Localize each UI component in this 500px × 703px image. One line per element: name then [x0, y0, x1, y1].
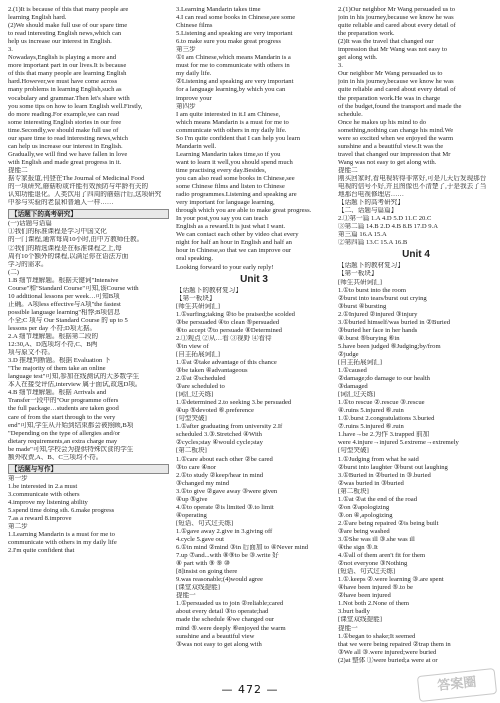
text-line: care of from the start through to the very — [8, 413, 116, 421]
text-line: [课堂双线提能] — [176, 584, 220, 592]
text-line: ②judge — [338, 350, 359, 358]
text-line: 【第一板块】 — [176, 294, 216, 302]
text-line: "Depending on the type of allergies and/or — [8, 429, 121, 437]
text-line: can help us increase our interest in English. — [8, 142, 123, 150]
text-line: 4.B 细节理解题。根据 Arrivals and — [8, 389, 107, 397]
text-line: 【话题下的教材复习】 — [176, 286, 242, 294]
text-line: the preparation work.He was in charge — [338, 94, 441, 102]
text-line: [第二板块] — [338, 487, 369, 495]
text-line: 6.to make sure you make great progress — [176, 38, 281, 46]
text-line: 4.I can read some books in Chinese,see some — [176, 14, 296, 22]
text-line: 【话题下的高考研究】 — [338, 199, 404, 207]
text-line: ③We all ③.were injured;were buried — [338, 648, 437, 656]
text-line: 2.(1)Our neighbor Mr Wang persuaded us to — [338, 6, 456, 13]
text-line: I am quite interested in it.I am Chinese, — [176, 110, 281, 118]
text-line: ④.burst ⑤burying ⑥in — [338, 334, 400, 342]
text-line: 6.①in mind ②mind ③in 后面加 to ④Never mind — [176, 544, 309, 552]
text-line: made the schedule ④we changed our — [176, 616, 275, 624]
text-line: 3.D 推理判断题。根据 Evaluation 下 — [8, 357, 111, 365]
text-line: [师生共研词汇] — [176, 302, 220, 310]
text-line: scheduled 3.③.Stretched ④With — [176, 431, 262, 439]
text-line: 本人在接受评估,interview 属于面试,故选D项。 — [8, 381, 142, 389]
text-line: Wang was not easy to get along with. — [338, 158, 437, 166]
text-line: [句型突破] — [176, 415, 207, 423]
text-line: schedule. — [338, 110, 363, 118]
column-left — [8, 6, 169, 555]
text-line: mind ⑤.were deeply ⑥enjoyed the warm — [176, 624, 286, 632]
text-line: 1.have→be 2.为作 3.trapped 前加 — [338, 431, 430, 439]
text-line: 1.①to burst into the room — [338, 286, 406, 294]
text-line: of this that many people are learning English — [8, 70, 127, 78]
text-line: Course"和"Standard Course"可知,该Course with — [8, 284, 139, 292]
text-line: ②burst into laughter ③burst out laughing — [338, 463, 448, 471]
text-line: you some tips on how to learn English well.Firstly, — [8, 102, 143, 110]
text-line: 1.①at ②take advantage of this chance — [176, 358, 277, 366]
text-line: Chinese films — [176, 22, 213, 30]
text-line: ④up ⑤give — [176, 495, 208, 503]
text-line: 3.①buried himself/was buried in ②Buried — [338, 318, 450, 326]
text-line: ④have been injured ⑤.to be — [338, 584, 413, 592]
unit-heading: Unit 4 — [402, 249, 430, 261]
text-line: 地那台电视修理店…… — [338, 191, 404, 199]
text-line: 提能一 — [338, 624, 358, 632]
section-heading: 【话题与写作】 — [8, 464, 169, 474]
text-line: through which you are able to make great progress. — [176, 207, 312, 215]
text-line: do more reading.For example,we can read — [8, 110, 120, 118]
text-line: 1.Learning Mandarin is a must for me to — [8, 531, 115, 539]
text-line: 12:30,A、D选项均不符,C、B两 — [8, 341, 98, 349]
text-line: 不全;C 项与 Our Standard Course 的 up to 5 — [8, 316, 128, 324]
text-line: Nowadays,English is playing a more and — [8, 54, 117, 62]
text-line: [自主拓展词汇] — [338, 358, 382, 366]
text-line: about every detail ③to operate;had — [176, 608, 269, 616]
watermark-logo: 答案圈 — [417, 668, 497, 702]
text-line: 3. — [338, 62, 343, 70]
text-line: 3.burt badly — [338, 608, 370, 616]
text-line: ③changed my mind — [176, 479, 230, 487]
text-line: ②was buried in ③buried — [338, 479, 404, 487]
text-line: 【第一板块】 — [338, 270, 378, 278]
text-line: ②cycles;stay ④would cycle;stay — [176, 439, 263, 447]
text-line: sunshine and a beautiful view.It was the — [338, 142, 444, 150]
text-line: 2.①第一篇 1.A 4.D 5.D 11.C 20.C — [338, 215, 432, 223]
text-line: 1.①care about each other ②be cared — [176, 455, 273, 463]
text-line: [句型突破] — [338, 447, 369, 455]
text-line: 1.①persuaded us to join ②reliable;cared — [176, 600, 284, 608]
text-line: 1.Not both 2.None of them — [338, 600, 410, 608]
text-line: very important for language learning, — [176, 199, 275, 207]
text-line: [师生共研词汇] — [338, 278, 382, 286]
text-line: 提能二 — [8, 166, 28, 174]
text-line: 额外收费,A、B、C三项均不符。 — [8, 453, 103, 461]
text-line: our spare time to read interesting news,which — [8, 134, 128, 142]
text-line: with English and made great progress in it. — [8, 158, 122, 166]
text-line: 5.Listening and speaking are very important — [176, 30, 293, 38]
text-line: 电视的信号不好,并且图像也不清楚了,于是我去了当 — [338, 183, 487, 191]
text-line: ②damage;do damage to our health — [338, 375, 430, 383]
text-line: 1.①Judging from what he said — [338, 455, 419, 463]
text-line: travel that changed our impression that Mr — [338, 150, 451, 158]
text-line: 3.①to give ②gave away ③were given — [176, 487, 278, 495]
text-line: 4.cycle 5.gave out — [176, 536, 224, 543]
text-line: 提能一 — [176, 592, 196, 600]
text-line: to read interesting English news,which can — [8, 30, 122, 38]
text-line: something,nothing can change his mind.We — [338, 126, 454, 134]
text-line: 第三步 — [176, 46, 196, 54]
text-line: 2.I'm quite confident that — [8, 547, 75, 555]
text-line: hour in Chinese,so that we can improve our — [176, 247, 291, 255]
text-line: get along with. — [338, 54, 378, 62]
text-line: 4.①to operate ②is limited ③.to limit — [176, 503, 274, 511]
text-line: 1.①gave away 2.give in 3.giving off — [176, 527, 273, 535]
text-line: ④the sign ⑤.It — [338, 544, 378, 552]
text-line: 正确。A项less effective与A项"the fastest — [8, 300, 121, 308]
text-line: ③burst ④bursting — [338, 302, 387, 310]
text-line: 2.①are being repaired ②is being built — [338, 519, 439, 527]
text-line: hard.However,we must have come across — [8, 78, 118, 86]
text-line: want to learn it well,you should spend much — [176, 158, 293, 166]
text-line: my daily life. — [176, 70, 212, 78]
text-line: learning English hard. — [8, 14, 67, 22]
text-line: (2)We should make full use of our spare time — [8, 22, 128, 30]
text-line: ②not everyone ③Nothing — [338, 560, 408, 568]
text-line: 7.up ⑦and...with ⑧⑨to be ③.write 好 — [176, 552, 279, 560]
text-line: were 4.injure→injured 5.extreme→extremely — [338, 439, 459, 447]
text-line: join in his journey,because we know he was — [338, 14, 454, 22]
text-line: We can contact each other by video chat every — [176, 231, 299, 239]
text-line: 3.①She was ill ③.she was ill — [338, 536, 415, 543]
text-line: you can also read some books in Chinese,see — [176, 174, 295, 182]
text-line: Looking forward to your early reply! — [176, 263, 274, 271]
text-line: dietary requirements,an extra charge may — [8, 437, 118, 445]
text-line: ②have been injured — [338, 592, 391, 600]
text-line: communicate with others in my daily life. — [176, 126, 287, 134]
text-line: In your post,you say you can teach — [176, 215, 268, 223]
text-line: 中参与实验的老鼠和普通人一样…… — [8, 199, 114, 207]
text-line: must for me to communicate with others in — [176, 62, 290, 70]
text-line: 5.spend time doing sth. 6.make progress — [8, 507, 115, 515]
text-line: communicate with others in my daily life — [8, 539, 117, 547]
text-line: oral speaking. — [176, 255, 213, 263]
text-line: the preparation work. — [338, 30, 395, 38]
text-line: Once he makes up his mind to do — [338, 118, 427, 126]
text-line: that we were being repaired ②trap them in — [338, 640, 451, 648]
text-line: 3.Learning Mandarin takes time — [176, 6, 261, 13]
text-line: (2)at 整体 ①were buried;a were at or — [338, 656, 438, 664]
text-line: ③to care ④nor — [176, 463, 217, 471]
text-line: 1.①surfing;taking ②to be praised;be scolded — [176, 310, 295, 318]
text-line: ③be taken ④advantageous — [176, 367, 248, 375]
text-line: some interesting English stories in our free — [8, 118, 122, 126]
text-line: [词汇过关练] — [176, 391, 214, 399]
text-line: join in his journey,because we know he was — [338, 78, 454, 86]
text-line: 3.communicate with others — [8, 491, 80, 499]
text-line: [短语、句式过关练] — [338, 568, 396, 576]
text-line: ②第四篇 13.C 15.A 16.B — [338, 239, 408, 247]
text-line: many problems in learning English,such as — [8, 86, 122, 94]
text-line: ④.ruins 5.injured ⑥.ruin — [338, 407, 404, 415]
text-line: 第一步 — [8, 474, 28, 482]
text-line: 刚买回家时,看电视转得非常好,可是几天后发现那台 — [338, 174, 487, 182]
text-line: "The majority of them take an online — [8, 365, 106, 373]
text-line: ③.on ④,apologizing — [338, 511, 393, 519]
text-line: end"可知,学生从开始到结束都会被照顾,B项 — [8, 421, 134, 429]
text-line: ①I am Chinese,which means Mandarin is a — [176, 54, 291, 62]
text-line: Learning Mandarin takes time,so if you — [176, 150, 281, 158]
text-line: ⑧ part with ⑨ ⑨ ⑩ — [176, 560, 230, 568]
text-line: ③第二篇 14.B 2.D 4.B 8.B 17.D 9.A — [338, 223, 439, 231]
text-line: [第二板块] — [176, 447, 207, 455]
text-line: possible language learning"相悖;B项信息 — [8, 308, 121, 316]
text-line: 项与原文不符。 — [8, 349, 55, 357]
text-line: 学习的需求。 — [8, 260, 48, 268]
text-line: ④operating — [176, 511, 207, 519]
text-line: 认知功能退化。人类饮用了四周的蘑菇汁后,这项研究 — [8, 191, 162, 199]
text-line: ③was not easy to get along with — [176, 640, 262, 648]
text-line: 的一项研究,蘑菇粉或许能有效预防与年龄有关的 — [8, 183, 149, 191]
text-line: 1.①caused — [338, 367, 367, 375]
text-line: 5.have been judged ⑥Judging;by/from — [338, 342, 441, 350]
text-line: ②on ②apologizing — [338, 503, 390, 511]
text-line: English as a reward.It is just what I want. — [176, 223, 286, 231]
text-line: ③buried her face in her hands — [338, 326, 418, 334]
text-line: 1.①.burst 2.congratulations 3.buried — [338, 415, 435, 423]
text-line: time practising every day.Besides, — [176, 166, 267, 174]
text-line: (一)话题与语篇 — [8, 220, 52, 228]
text-line: 1.①began to shake;It seemed — [338, 632, 416, 640]
text-line: 7.as a reward 8.improve — [8, 515, 72, 523]
text-line: time.Secondly,we should make full use of — [8, 126, 119, 134]
text-line: ②burst into tears/burst out crying — [338, 294, 427, 302]
text-line: language test"可知,参加在线测试的大多数学生 — [8, 373, 140, 381]
text-line: [词汇过关练] — [338, 391, 376, 399]
text-line: sunshine and a beautiful view — [176, 632, 255, 640]
text-line: ③damaged — [338, 383, 368, 391]
text-line: 第三篇 16.A 15.A — [338, 231, 387, 239]
text-line: [自主拓展词汇] — [176, 350, 220, 358]
text-line: were so excited when we enjoyed the warm — [338, 134, 454, 142]
text-line: 4.improve my listening ability — [8, 499, 88, 507]
text-line: improve your — [176, 94, 212, 102]
text-line: ⑦.ruins 5.injured ⑥.ruin — [338, 423, 404, 431]
text-line: 1.①to rescue ②.rescue ③.rescue — [338, 399, 425, 407]
text-line: radio programmes.Listening and speaking are — [176, 191, 297, 199]
text-line: 1.①at ②at the end of the road — [338, 495, 418, 503]
text-line: 【话题下的教材复习】 — [338, 262, 404, 270]
text-line: quite reliable and cared about every detail of — [338, 86, 456, 94]
text-line: 的一门课程,通常每周10小时,由中方教师任教。 — [8, 236, 144, 244]
text-line: ②Listening and speaking are very important — [176, 78, 294, 86]
text-line: 2.①观点 ②从…看 ③视野 ④看待 — [176, 334, 272, 342]
text-line: ④up ⑤devoted ⑥.preference — [176, 407, 254, 415]
text-line: ①我们的标准课程是学习中国文化 — [8, 228, 107, 236]
text-line: 2.①to study ②keep/hear in mind — [176, 471, 264, 479]
text-line: be made"可知,学校会为提供特殊饮食的学生 — [8, 445, 134, 453]
text-line: some Chinese films and listen to Chinese — [176, 183, 285, 191]
text-line: 4.①all of them aren't fit for them — [338, 552, 426, 560]
text-line: 1.①after graduating from university 2.If — [176, 423, 283, 431]
text-line: [8]insist on going there — [176, 568, 238, 576]
text-line: help us increase our interest in English. — [8, 38, 112, 46]
text-line: 第四步 — [176, 102, 196, 110]
text-line: the full package…students are taken good — [8, 405, 119, 413]
text-line: 提能二 — [338, 166, 358, 174]
text-line: So I'm quite confident that I can help you learn — [176, 134, 301, 142]
text-line: ③are being washed — [338, 527, 390, 535]
text-line: (2)It was the travel that changed our — [338, 38, 434, 46]
text-line: ⑥to accept ⑦to persuade ⑧Determined — [176, 326, 282, 334]
text-line: Transfer一段中的"Our programme offers — [8, 397, 119, 405]
text-line: 第二步 — [8, 523, 28, 531]
text-line: for a language learning,by which you can — [176, 86, 286, 94]
text-line: impression that Mr Wang was not easy to — [338, 46, 448, 54]
text-line: 2.(1)It is because of this that many people are — [8, 6, 129, 13]
page-number: — 472 — — [221, 683, 279, 696]
text-line: 1.①determined 2.to seeking 3.be persuaded — [176, 399, 292, 407]
text-line: 9.was reasonable;(4)would agree — [176, 576, 263, 584]
text-line: 2.A 细节理解题。根据第二段的 — [8, 333, 99, 341]
text-line: 1.①.keeps ②.were learning ③.are spent — [338, 576, 444, 584]
text-line: Mandarin well. — [176, 142, 217, 150]
text-line: which means Mandarin is a must for me to — [176, 118, 289, 126]
text-line: more important part in our lives.It is because — [8, 62, 127, 70]
text-line: [课堂双线提能] — [338, 616, 382, 624]
text-line: 据专家报道,刊登在The Journal of Medicinal Food — [8, 174, 145, 182]
text-line: 2.①at ②scheduled — [176, 375, 226, 383]
column-right — [338, 6, 494, 665]
text-line: lessons per day 不符;D项无据。 — [8, 324, 97, 332]
text-line: vocabulary and grammar.Then let's share with — [8, 94, 130, 102]
text-line: ③be persuaded ④to clean ⑤persuaded — [176, 318, 280, 326]
text-line: Our neighbor Mr Wang persuaded us to — [338, 70, 443, 78]
text-line: night for half an hour in English and half an — [176, 239, 292, 247]
text-line: ⑤in view of — [176, 342, 209, 350]
text-line: 3. — [8, 46, 13, 54]
column-middle — [176, 6, 332, 649]
text-line: ②我们的精选课程是在标准课程之上,每 — [8, 244, 122, 252]
text-line: 【二、话题与篇篇】 — [338, 207, 398, 215]
text-line: 周有10个额外的课程,以满足你在语法方面 — [8, 252, 129, 260]
text-line: 10 additional lessons per week…可知B项 — [8, 292, 120, 300]
text-line: of the budget,found the transport and made the — [338, 102, 462, 110]
text-line: Gradually,we will find we have fallen in love — [8, 150, 128, 158]
unit-heading: Unit 3 — [240, 273, 268, 285]
text-line: 3.①Buried in ②buried in ③.buried — [338, 471, 431, 479]
text-line: 1.B 细节理解题。根据关键词"Intensive — [8, 276, 119, 284]
text-line: 1.be interested in 2.a must — [8, 483, 78, 491]
text-line: (二) — [8, 268, 19, 276]
text-line: [短语、句式过关练] — [176, 519, 234, 527]
text-line: 2.①Injured ②injured ③injury — [338, 310, 418, 318]
text-line: ③are scheduled to — [176, 383, 225, 391]
section-heading: 【话题下的高考研究】 — [8, 209, 169, 219]
text-line: quite reliable and cared about every detail of — [338, 22, 456, 30]
